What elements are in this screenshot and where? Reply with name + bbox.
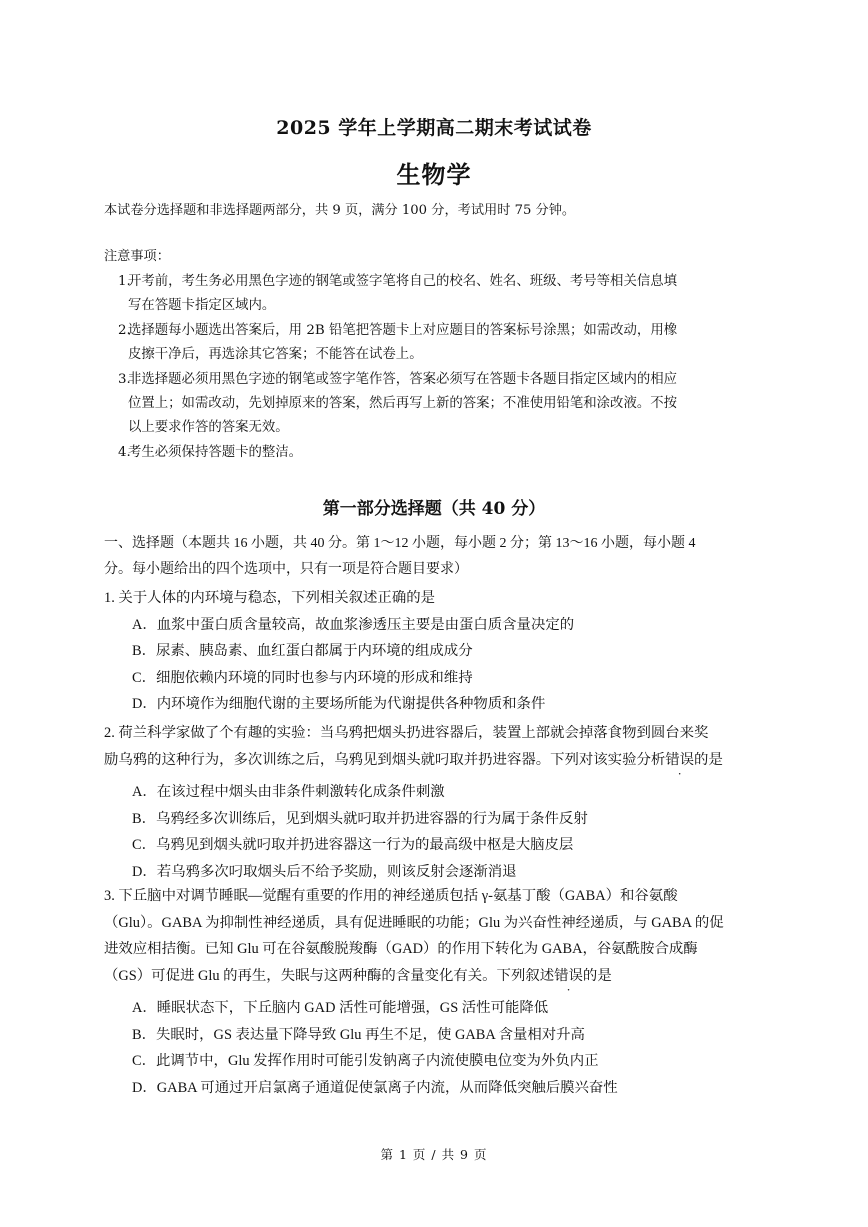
- stem-text: 励乌鸦的这种行为，多次训练之后，乌鸦见到烟头就叼取并扔进容器。下列对该实验分析: [104, 751, 666, 768]
- option-d: D．若乌鸦多次叼取烟头后不给予奖励，则该反射会逐渐消退: [132, 863, 517, 880]
- question-stem: 1. 关于人体的内环境与稳态，下列相关叙述正确的是: [104, 590, 435, 606]
- notice-number: 2.: [118, 323, 131, 338]
- stem-tail: 的是: [582, 967, 612, 984]
- notice-number: 4.: [118, 445, 131, 460]
- instruction-line: 分。每小题给出的四个选项中，只有一项是符合题目要求）: [104, 562, 468, 577]
- notice-line: 写在答题卡指定区域内。: [128, 298, 276, 313]
- option-a: A．血浆中蛋白质含量较高，故血浆渗透压主要是由蛋白质含量决定的: [132, 616, 575, 633]
- emphasis-word: 错误: [554, 967, 583, 984]
- notice-line: 考生必须保持答题卡的整洁。: [128, 445, 303, 460]
- option-b: B．失眠时，GS 表达量下降导致 Glu 再生不足，使 GABA 含量相对升高: [132, 1026, 585, 1043]
- question-2: [104, 720, 794, 885]
- option-c: C．细胞依赖内环境的同时也参与内环境的形成和维持: [132, 669, 473, 686]
- exam-intro: 本试卷分选择题和非选择题两部分，共 9 页，满分 100 分，考试用时 75 分钟。: [104, 203, 576, 218]
- notice-line: 皮擦干净后，再选涂其它答案；不能答在试卷上。: [128, 347, 423, 362]
- notice-item: [104, 319, 794, 367]
- question-stem-last: [104, 747, 794, 774]
- section-title: 第一部分选择题（共 40 分）: [322, 499, 546, 519]
- notice-item: [104, 441, 794, 465]
- question-3: [104, 883, 794, 1101]
- question-stem: 进效应相拮衡。已知 Glu 可在谷氨酸脱羧酶（GAD）的作用下转化为 GABA，谷氨酰胺合成酶: [104, 941, 698, 957]
- option-d: D．内环境作为细胞代谢的主要场所能为代谢提供各种物质和条件: [132, 696, 546, 712]
- exam-title: 2025 学年上学期高二期末考试试卷: [276, 117, 592, 139]
- section-instructions: [104, 531, 784, 583]
- notice-item: [104, 270, 794, 318]
- instruction-line: 一、选择题（本题共 16 小题，共 40 分。第 1～12 小题，每小题 2 分；第 13～16 小题，每小题 4: [104, 536, 696, 551]
- notice-line: 开考前，考生务必用黑色字迹的钢笔或签字笔将自己的校名、姓名、班级、考号等相关信息填: [128, 274, 678, 289]
- question-stem-last: [104, 963, 794, 990]
- page-footer: 第 1 页 / 共 9 页: [380, 1147, 488, 1162]
- option-a: A．在该过程中烟头由非条件刺激转化成条件刺激: [132, 784, 445, 800]
- option-d: D．GABA 可通过开启氯离子通道促使氯离子内流，从而降低突触后膜兴奋性: [132, 1079, 618, 1096]
- notice-line: 以上要求作答的答案无效。: [128, 420, 289, 435]
- question-1: [104, 585, 794, 718]
- option-b: B．乌鸦经多次训练后，见到烟头就叼取并扔进容器的行为属于条件反射: [132, 810, 588, 827]
- notice-line: 位置上；如需改动，先划掉原来的答案，然后再写上新的答案；不准使用铅笔和涂改液。不按: [128, 396, 678, 411]
- option-b: B．尿素、胰岛素、血红蛋白都属于内环境的组成成分: [132, 643, 473, 659]
- option-c: C．乌鸦见到烟头就叼取并扔进容器这一行为的最高级中枢是大脑皮层: [132, 837, 574, 853]
- option-c: C．此调节中，Glu 发挥作用时可能引发钠离子内流使膜电位变为外负内正: [132, 1053, 599, 1069]
- subject-title: 生物学: [396, 160, 472, 189]
- notice-number: 1.: [118, 274, 131, 289]
- stem-text: （GS）可促进 Glu 的再生，失眠与这两种酶的含量变化有关。下列叙述: [104, 967, 555, 984]
- notice-line: 选择题每小题选出答案后，用 2B 铅笔把答题卡上对应题目的答案标号涂黑；如需改动，用橡: [128, 323, 678, 338]
- question-stem: 3. 下丘脑中对调节睡眠—觉醒有重要的作用的神经递质包括 γ-氨基丁酸（GABA）和谷氨酸: [104, 888, 678, 904]
- question-stem: 2. 荷兰科学家做了个有趣的实验：当乌鸦把烟头扔进容器后，装置上部就会掉落食物到圆台来奖: [104, 725, 709, 741]
- notice-list: [104, 270, 794, 466]
- notice-number: 3.: [118, 372, 131, 387]
- question-stem: （Glu）。GABA 为抑制性神经递质，具有促进睡眠的功能；Glu 为兴奋性神经递质，与 GABA 的促: [104, 914, 724, 931]
- notice-item: [104, 368, 794, 440]
- notice-heading: 注意事项：: [104, 249, 170, 264]
- emphasis-word: 错误: [665, 751, 695, 768]
- stem-tail: 的是: [694, 751, 723, 768]
- notice-line: 非选择题必须用黑色字迹的钢笔或签字笔作答，答案必须写在答题卡各题目指定区域内的相应: [128, 372, 678, 387]
- option-a: A．睡眠状态下，下丘脑内 GAD 活性可能增强，GS 活性可能降低: [132, 1000, 549, 1016]
